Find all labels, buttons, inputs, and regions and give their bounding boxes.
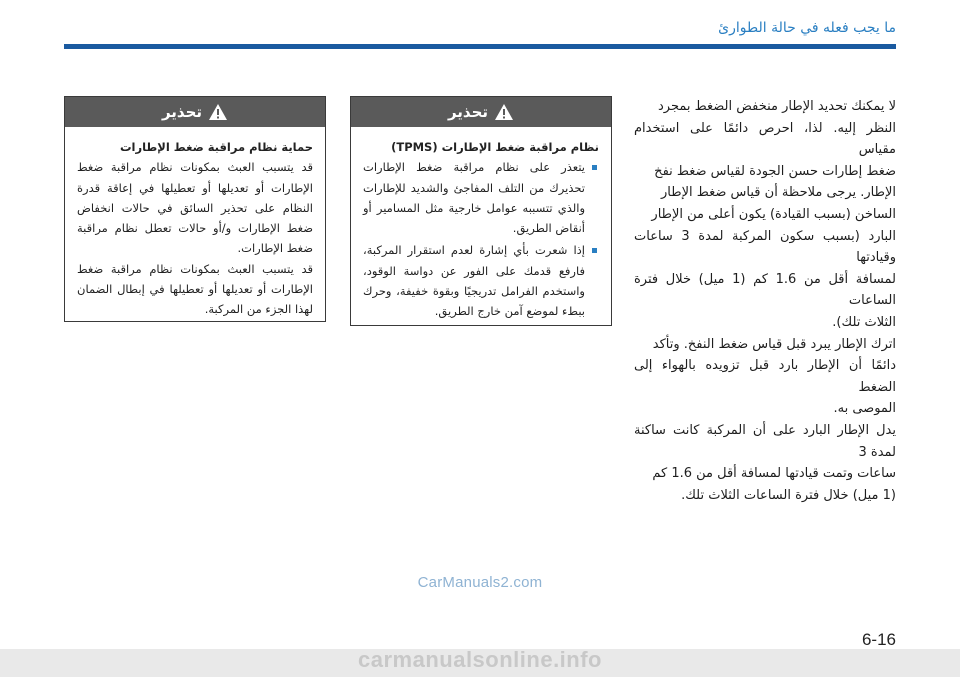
body-line: الموصى به. [833,401,896,417]
body-line: الإطار. يرجى ملاحظة أن قياس ضغط الإطار [661,185,896,201]
warning-paragraph: قد يتسبب العبث بمكونات نظام مراقبة ضغط الإطارات أو تعديلها أو تعطيلها في إعاقة قدرة النظام على تحذير السائق في حالات انخفاض ضغط الإطارات و/أو حالات تعطل نظام مراقبة ضغط الإطارات. [77,160,313,256]
warning-heading: تحذير [447,103,489,121]
body-line: يدل الإطار البارد على أن المركبة كانت ساكنة لمدة 3 [634,422,896,460]
body-line: الساخن (بسبب القيادة) يكون أعلى من الإطار [651,206,896,222]
body-line: ساعات وتمت قيادتها لمسافة أقل من 1.6 كم [652,466,896,482]
body-line: النظر إليه. لذا، احرص دائمًا على استخدام مقياس [634,120,896,158]
warning-item: يتعذر على نظام مراقبة ضغط الإطارات تحذيرك من التلف المفاجئ والشديد للإطارات والذي تتسببه عوامل خارجية مثل المسامير أو أنقاض الطريق. [363,157,599,238]
section-title: ما يجب فعله في حالة الطوارئ [718,20,896,36]
body-line: اترك الإطار يبرد قبل قياس ضغط النفخ. وتأكد [652,336,896,352]
body-text-column [634,96,896,506]
page-number: 6-16 [861,630,896,649]
warning-header [65,97,325,127]
warning-box-tpms [350,96,612,326]
warning-heading: تحذير [161,103,203,121]
warning-box-tpms-protection [64,96,326,322]
warning-subtitle: حماية نظام مراقبة ضغط الإطارات [120,140,313,154]
body-line: الثلاث تلك). [832,314,896,330]
body-line: دائمًا أن الإطار بارد قبل تزويده بالهواء إلى الضغط [634,358,896,395]
warning-paragraph: قد يتسبب العبث بمكونات نظام مراقبة ضغط الإطارات أو تعديلها أو تعطيلها في إبطال الضمان لهذا الجزء من المركبة. [77,261,313,317]
watermark-link[interactable]: CarManuals2.com [417,574,543,591]
footer-site-link[interactable]: carmanualsonline.info [358,647,602,672]
body-line: لا يمكنك تحديد الإطار منخفض الضغط بمجرد [657,99,896,114]
body-line: (1 ميل) خلال فترة الساعات الثلاث تلك. [681,487,896,503]
warning-item: إذا شعرت بأي إشارة لعدم استقرار المركبة، فارفع قدمك على الفور عن دواسة الوقود، واستخدم الفرامل تدريجيًا وبقوة خفيفة، وحرك ببطء لموضع آمن خارج الطريق. [363,240,599,321]
header-rule [64,44,896,49]
body-line: ضغط إطارات حسن الجودة لقياس ضغط نفخ [654,163,896,179]
warning-triangle-icon [208,103,228,121]
warning-subtitle: نظام مراقبة ضغط الإطارات (TPMS) [391,140,599,154]
warning-header [351,97,611,127]
body-line: البارد (بسبب سكون المركبة لمدة 3 ساعات وقيادتها [634,228,896,266]
body-line: لمسافة أقل من 1.6 كم (1 ميل) خلال فترة الساعات [634,271,896,309]
warning-triangle-icon [494,103,514,121]
warning-list [363,157,599,321]
